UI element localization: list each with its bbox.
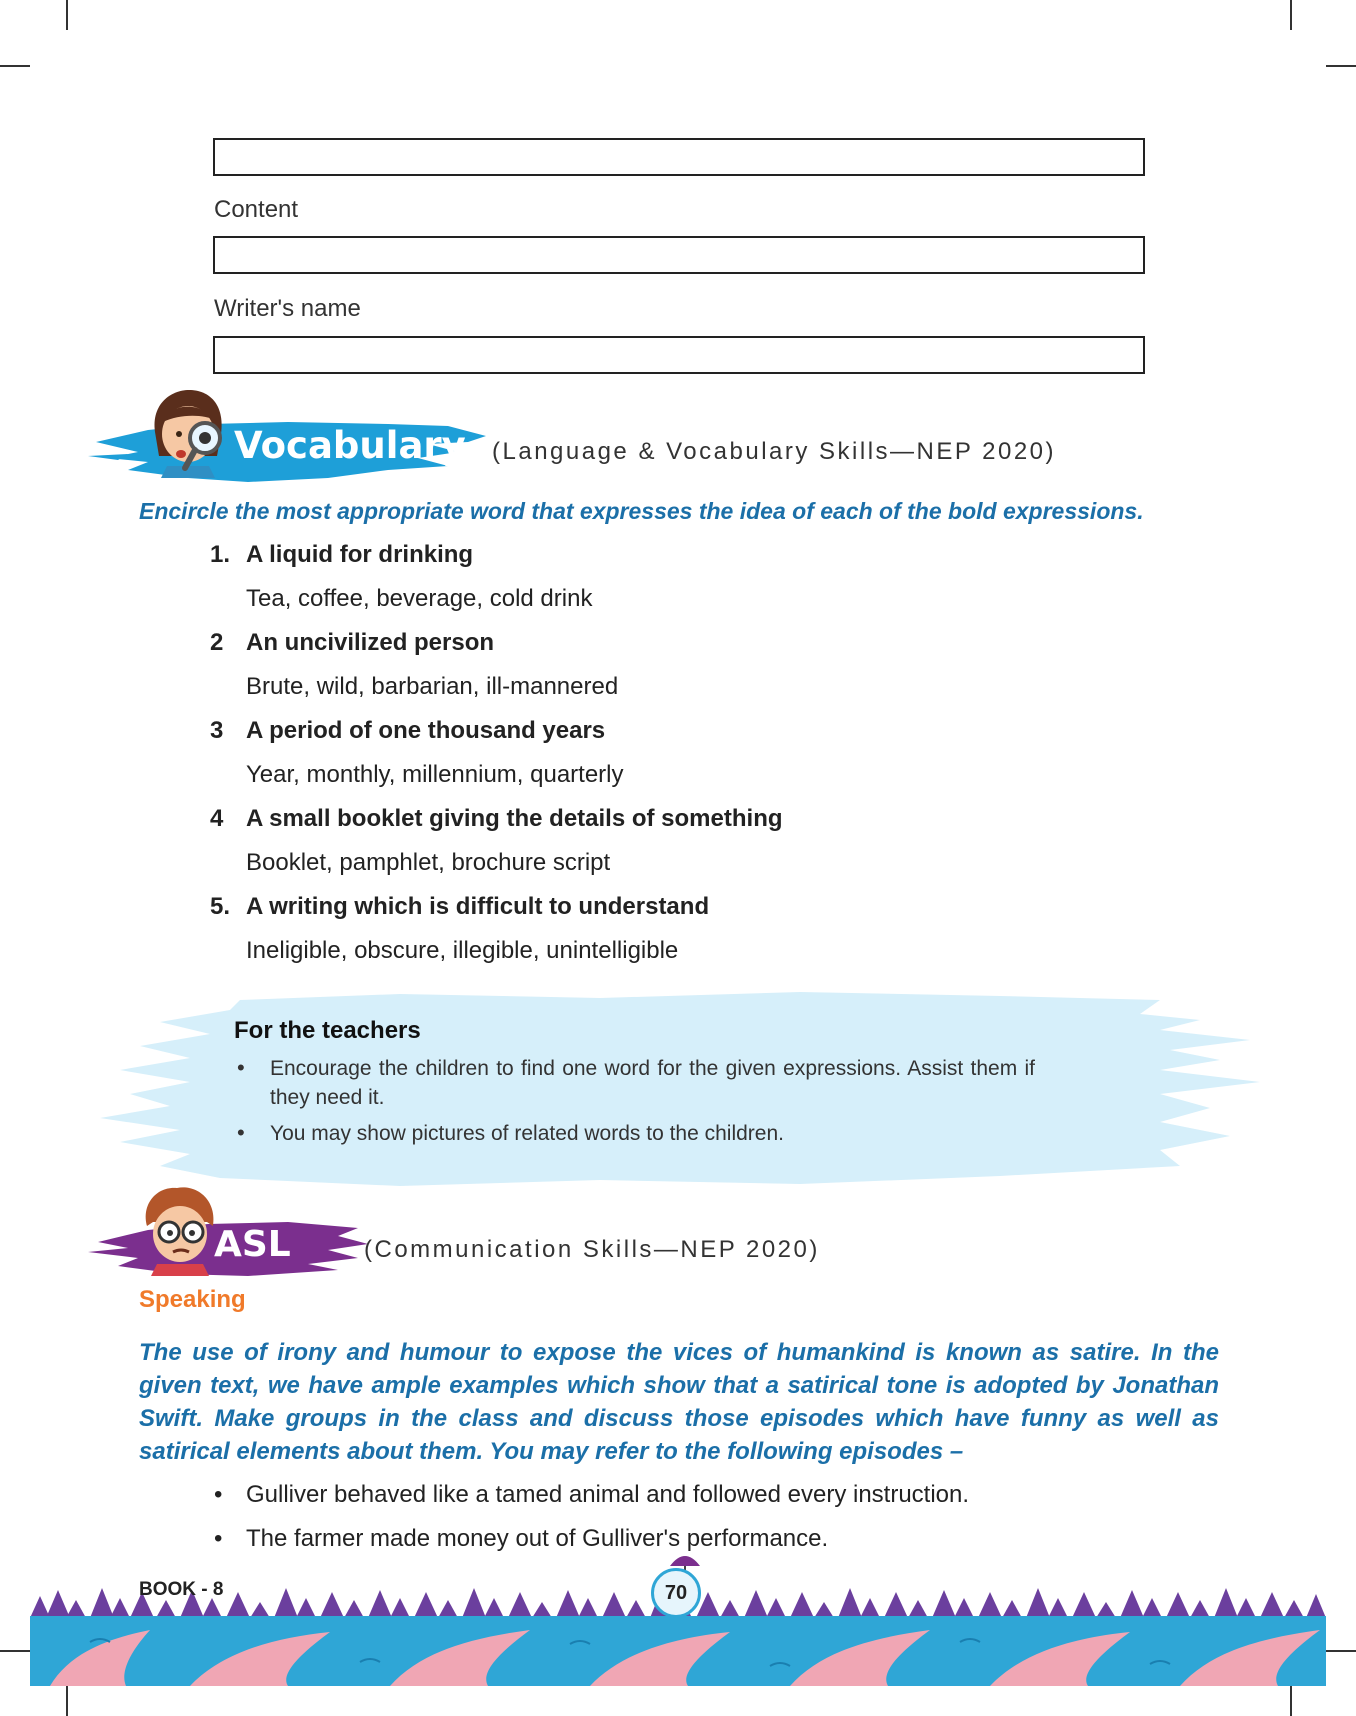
vocabulary-title: Vocabulary [234, 424, 466, 467]
vocabulary-subtitle: (Language & Vocabulary Skills—NEP 2020) [492, 438, 1056, 465]
question-text: An uncivilized person [246, 629, 495, 656]
vocabulary-instruction: Encircle the most appropriate word that expresses the idea of each of the bold expressions. [139, 498, 1144, 524]
crop-mark [1290, 0, 1292, 30]
bullet-icon: • [237, 1120, 245, 1145]
question-options: Booklet, pamphlet, brochure script [246, 849, 611, 876]
question-options: Brute, wild, barbarian, ill-mannered [246, 673, 619, 700]
speaking-instruction-paragraph: The use of irony and humour to expose the vices of humankind is known as satire. In the given text, we have ample examples which show that a satirical tone is adopted by Jonathan Swift. Make groups in the class and discuss those episodes which have funny as well as satirical elements about them. You may refer to the following episodes – [139, 1339, 1219, 1465]
crop-mark [0, 65, 30, 67]
episode-item: Gulliver behaved like a tamed animal and followed every instruction. [246, 1481, 970, 1508]
teachers-note-item: Encourage the children to find one word for the given expressions. Assist them if they need it. [270, 1057, 1035, 1109]
question-number: 1. [210, 541, 231, 568]
crop-mark [1290, 1686, 1292, 1716]
question-number: 2 [210, 629, 224, 656]
book-label: BOOK - 8 [139, 1579, 224, 1600]
question-text: A small booklet giving the details of something [246, 805, 783, 832]
episode-item: The farmer made money out of Gulliver's performance. [246, 1525, 829, 1552]
crop-mark [1326, 1650, 1356, 1652]
question-number: 3 [210, 717, 224, 744]
crop-mark [1326, 65, 1356, 67]
writer-name-label: Writer's name [214, 295, 361, 322]
boy-glasses-icon [137, 1182, 223, 1276]
page-number: 70 [664, 1582, 688, 1604]
question-number: 4 [210, 805, 224, 832]
crop-mark [0, 1650, 30, 1652]
content-label: Content [214, 196, 299, 223]
question-number: 5. [210, 893, 231, 920]
teachers-note-title: For the teachers [234, 1017, 421, 1044]
crop-mark [66, 1686, 68, 1716]
bullet-icon: • [214, 1481, 223, 1508]
question-text: A writing which is difficult to understand [246, 893, 710, 920]
girl-magnifier-icon [143, 386, 233, 478]
question-text: A period of one thousand years [246, 717, 606, 744]
page-number-badge [651, 1568, 701, 1618]
question-options: Ineligible, obscure, illegible, unintelligible [246, 937, 679, 964]
question-options: Year, monthly, millennium, quarterly [246, 761, 624, 788]
crop-mark [66, 0, 68, 30]
teachers-note-item: You may show pictures of related words to the children. [270, 1122, 784, 1145]
writer-name-answer-box[interactable] [213, 336, 1145, 374]
bullet-icon: • [237, 1055, 245, 1080]
speaking-heading: Speaking [139, 1286, 246, 1313]
question-text: A liquid for drinking [246, 541, 474, 568]
question-options: Tea, coffee, beverage, cold drink [246, 585, 593, 612]
title-answer-box[interactable] [213, 138, 1145, 176]
asl-subtitle: (Communication Skills—NEP 2020) [364, 1236, 820, 1263]
content-answer-box[interactable] [213, 236, 1145, 274]
asl-title: ASL [214, 1224, 291, 1265]
bullet-icon: • [214, 1525, 223, 1552]
